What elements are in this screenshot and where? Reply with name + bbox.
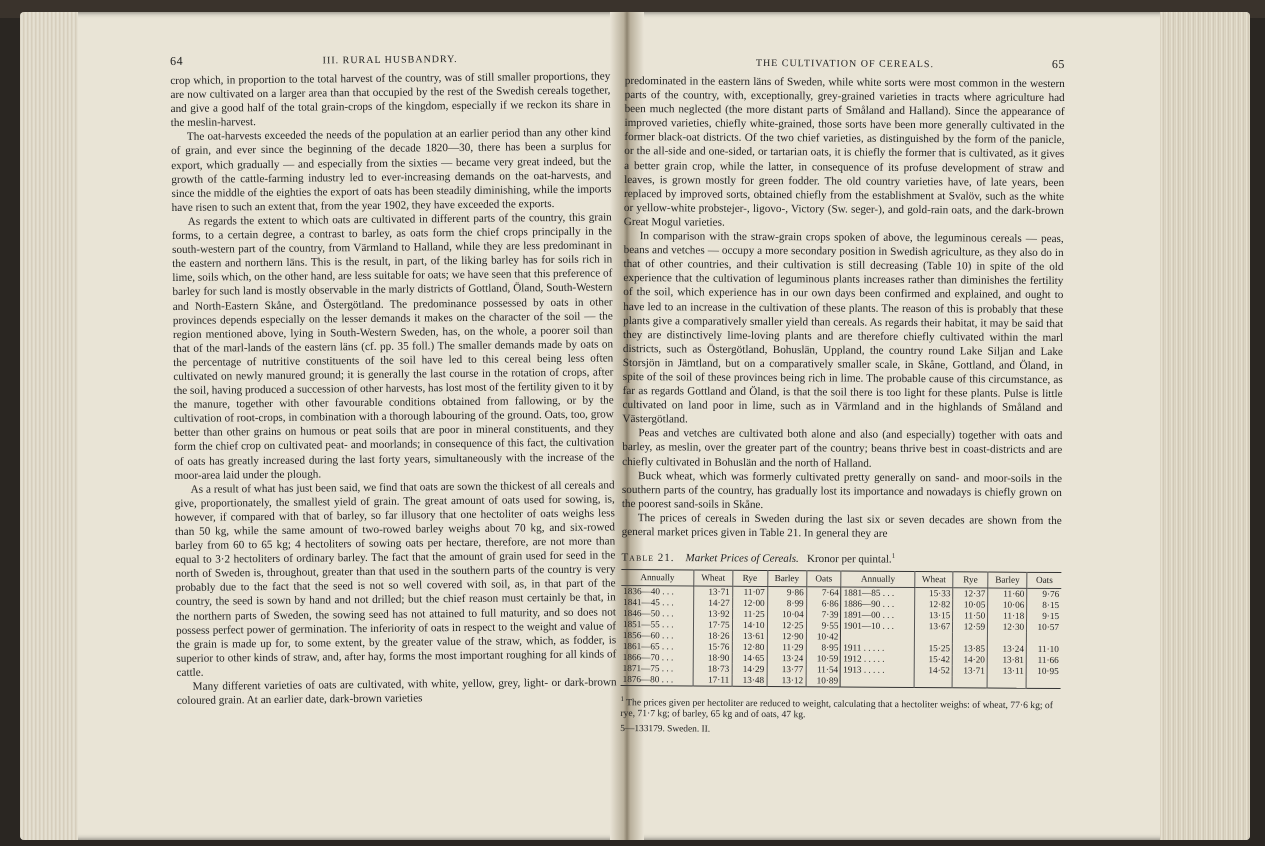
right-page	[620, 52, 1065, 739]
table-cell	[953, 632, 988, 643]
table-title: Market Prices of Cereals.	[685, 552, 799, 565]
table-cell: 10·89	[806, 675, 841, 687]
table-cell: 10·05	[953, 599, 988, 610]
table-cell: 1881—85 . . .	[841, 587, 915, 599]
right-paragraph-4: Buck wheat, which was formerly cultivated pretty generally on sand- and moor-soils in the southern parts of the country, has gradually lost its importance and nowadays is chiefly grown on the poorest sand-soils in Skåne.	[621, 469, 1063, 511]
table-cell: 1856—60 . . .	[622, 629, 674, 641]
table-cell	[1026, 677, 1060, 689]
table-cell: 6·86	[806, 598, 841, 609]
table-cell: 14·27	[694, 597, 732, 608]
table-cell	[914, 676, 952, 688]
table-cell: 1851—55 . . .	[622, 618, 674, 630]
table-cell: 13·85	[953, 643, 988, 654]
table-cell: 14·52	[914, 665, 952, 676]
right-paragraph-2: In comparison with the straw-grain crops spoken of above, the leguminous cereals — peas, beans and vetches — occupy a more secondary position in Swedish agriculture, as they also do in that of other countries, and their cultivation is still decreasing (Table 10) in spite of the old experience that the cultivation of leguminous plants increases rather than diminishes the fertility of the soil, which experience has in our own days been confirmed and explained, and ought to have led to an increase in the cultivation of these plants. The reason of this is probably that these plants give a comparatively smaller yield than cereals. As regards their habitat, it may be said that they are distinctively lime-loving plants and are therefore chiefly cultivated within the marl districts, such as Östergötland, Bohuslän, Uppland, the country round Lake Siljan and Lake Storsjön in Jämtland, but on a comparatively smaller scale, in Skåne, Gottland, and Öland, in spite of the soil of these provinces being rich in lime. The probable cause of this circumstance, as far as regards Gottland and Öland, is that the soil there is too light for these plants. Pulse is little cultivated on land poor in lime, such as in Värmland and in the highlands of Småland and Västergötland.	[622, 230, 1064, 426]
table-cell: 13·11	[987, 665, 1026, 676]
table-cell: 12·90	[767, 631, 806, 642]
book-spread	[20, 12, 1250, 840]
column-header: Barley	[988, 572, 1027, 588]
column-header: Wheat	[915, 571, 953, 587]
table-cell	[952, 676, 987, 688]
table-cell: 9·15	[1027, 611, 1061, 622]
table-cell: 17·75	[694, 619, 732, 630]
right-paragraph-5: The prices of cereals in Sweden during the last six or seven decades are shown from the general market prices given in Table 21. In general they are	[621, 512, 1062, 540]
table-cell: 13·92	[694, 608, 732, 619]
left-paragraph-2: The oat-harvests exceeded the needs of the population at an earlier period than any other kind of grain, and ever since the beginning of the decade 1820—30, there has been a surplus for export, which gradually — and especially from the sixties — became very great indeed, but the growth of the cattle-farming industry led to ever-increasing demands on the oat-harvests, and since the middle of the eighties the export of oats has been steadily diminishing, while the imports have risen to such an extent that, from the year 1902, they have exceeded the exports.	[170, 126, 612, 214]
table-cell: 11·54	[806, 664, 841, 675]
left-page-header	[170, 47, 610, 74]
table-cell: 11·07	[732, 586, 767, 598]
table-cell: 8·15	[1027, 600, 1061, 611]
table-cell: 18·90	[693, 652, 731, 663]
column-header: Wheat	[694, 570, 732, 586]
column-header: Oats	[806, 571, 841, 587]
table-cell: 15·42	[914, 654, 952, 665]
footnote-text: The prices given per hectoliter are reduced to weight, calculating that a hectoliter weighs: of wheat, 77·6 kg; of rye, 71·7 kg; of barley, 65 kg and of oats, 47 kg.	[620, 697, 1053, 721]
table-cell: 15·33	[915, 587, 953, 599]
table-cell: 1871—75 . . .	[622, 662, 674, 674]
table-cell: 10·59	[806, 653, 841, 664]
table-label: Table 21.	[621, 551, 675, 565]
table-cell: 14·10	[732, 620, 767, 631]
table-cell: 12·30	[988, 621, 1027, 632]
left-page-number: 64	[170, 53, 184, 68]
table-cell: 10·42	[806, 631, 841, 642]
table-cell: 1912 . . . . .	[841, 653, 914, 665]
table-cell: 1901—10 . . .	[841, 620, 914, 632]
right-page-edges	[1160, 12, 1250, 840]
table-cell: 18·73	[693, 663, 731, 674]
table-cell: 13·48	[732, 675, 767, 687]
table-cell: 18·26	[694, 630, 732, 641]
table-cell: 9·55	[806, 620, 841, 631]
table-cell	[914, 632, 952, 643]
table-cell: 12·59	[953, 621, 988, 632]
column-header: Rye	[953, 572, 988, 588]
table-cell: 10·06	[988, 599, 1027, 610]
table-cell: 11·66	[1026, 655, 1060, 666]
table-cell: 12·82	[915, 599, 953, 610]
column-header: Annually	[841, 571, 915, 588]
table-cell: 13·81	[987, 654, 1026, 665]
table-cell: 13·15	[914, 610, 952, 621]
footnote-marker: 1	[620, 694, 625, 703]
table-cell	[1027, 633, 1061, 644]
table-cell: 13·24	[767, 653, 806, 664]
table-cell: 10·04	[767, 609, 806, 620]
left-running-title: III. RURAL HUSBANDRY.	[322, 53, 458, 67]
left-page-edges	[20, 12, 78, 840]
table-cell: 7·39	[806, 609, 841, 620]
column-header: Barley	[767, 570, 806, 586]
table-cell: 7·64	[806, 587, 841, 599]
table-cell: 1911 . . . . .	[841, 642, 914, 654]
left-paragraph-1: crop which, in proportion to the total harvest of the country, was of still smaller proportions, they are now cultivated on a larger area than that occupied by the rest of the Swedish cereals together, and give a good half of the total grain-crops of the kingdom, especially if we reckon its share in the meslin-harvest.	[170, 70, 611, 130]
table-cell: 1861—65 . . .	[622, 640, 674, 652]
table-cell: 13·71	[952, 665, 987, 676]
right-running-title: THE CULTIVATION OF CEREALS.	[755, 57, 935, 71]
table-cell: 1886—90 . . .	[841, 598, 914, 610]
table-unit: Kronor per quintal.	[807, 553, 892, 566]
price-table-section	[621, 547, 1062, 689]
table-cell: 9·86	[767, 586, 806, 598]
table-cell: 12·80	[732, 642, 767, 653]
table-cell: 11·50	[953, 610, 988, 621]
table-cell: 13·24	[987, 643, 1026, 654]
table-cell	[841, 631, 914, 643]
left-paragraph-5: Many different varieties of oats are cultivated, with white, yellow, grey, light- or dark-brown coloured grain. At an earlier date, dark-brown varieties	[176, 676, 617, 708]
right-page-number: 65	[1051, 56, 1065, 72]
table-cell: 14·20	[952, 654, 987, 665]
table-cell: 10·95	[1026, 666, 1060, 677]
table-cell: 1866—70 . . .	[622, 651, 674, 663]
table-cell: 15·76	[694, 641, 732, 652]
table-cell: 1841—45 . . .	[623, 596, 674, 608]
table-cell: 13·77	[767, 664, 806, 675]
table-cell: 1876—80 . . .	[622, 673, 674, 685]
table-cell: 15·25	[914, 643, 952, 654]
table-cell: 1836—40 . . .	[623, 585, 674, 597]
right-page-header	[625, 52, 1065, 77]
table-cell: 13·61	[732, 631, 767, 642]
table-cell: 17·11	[693, 674, 731, 686]
footnote	[620, 694, 1060, 723]
column-header: Rye	[732, 570, 767, 586]
table-cell: 11·18	[988, 610, 1027, 621]
table-caption	[621, 547, 1061, 568]
table-cell: 8·99	[767, 598, 806, 609]
table-cell: 13·12	[767, 675, 806, 687]
left-page	[170, 47, 617, 708]
table-cell: 9·76	[1027, 588, 1061, 600]
table-cell: 10·57	[1027, 622, 1061, 633]
table-cell: 13·67	[914, 621, 952, 632]
table-cell: 11·29	[767, 642, 806, 653]
table-cell	[987, 676, 1026, 688]
table-cell: 13·71	[694, 586, 732, 598]
table-cell: 1846—50 . . .	[623, 607, 674, 619]
table-cell: 11·25	[732, 609, 767, 620]
table-cell: 1913 . . . . .	[841, 664, 914, 676]
printer-mark: 5—133179. Sweden. II.	[620, 723, 711, 735]
table-footnote-marker: 1	[891, 551, 896, 560]
table-cell: 11·60	[988, 588, 1027, 600]
column-header: Annually	[621, 569, 694, 586]
table-cell: 11·10	[1026, 644, 1060, 655]
table-cell	[988, 632, 1027, 643]
table-cell: 12·37	[953, 588, 988, 600]
table-cell: 12·25	[767, 620, 806, 631]
table-cell: 14·29	[732, 664, 767, 675]
right-paragraph-1: predominated in the eastern läns of Sweden, while white sorts were most common in the western parts of the country, with, exceptionally, grey-grained varieties in tracts where agriculture had been much neglected (the more distant parts of Småland and Halland). Since the appearance of improved varieties, chiefly white-grained, those sorts have been more generally cultivated in the former black-oat districts. Of the two chief varieties, as distinguished by the form of the panicle, or the all-side and one-sided, or tartarian oats, it is chiefly the former that is cultivated, as it gives a better grain crop, while the latter, in consequence of its profuse development of straw and leaves, is grown mostly for green fodder. The old country varieties have, of late years, been replaced by improved sorts, obtained chiefly from the establishment at Svalöv, such as the white or yellow-white probstejer-, ligovo-, Victory (Sw. seger-), and gold-rain oats, and the dark-brown Great Mogul varieties.	[623, 74, 1065, 229]
left-paragraph-3: As regards the extent to which oats are cultivated in different parts of the country, this grain forms, to a certain degree, a contrast to barley, as oats form the chief crops principally in the south-western part of the country, from Värmland to Halland, while they are less predominant in the eastern and northern läns. This is the result, in part, of the liking barley has for soils rich in lime, soils which, on the other hand, are less suitable for oats; we have seen that this preference of barley for such land is mostly observable in the marly districts of Gottland, Öland, South-Western and North-Eastern Skåne, and Östergötland. The predominance possessed by oats in other provinces depends especially on the lesser demands it makes on the character of the soil — the region mentioned above, lying in South-Western Sweden, has, on the whole, a poorer soil than that of the marl-lands of the eastern läns (cf. pp. 35 foll.) The smaller demands made by oats on the percentage of nutritive constituents of the soil have led to this cereal being less often cultivated on newly manured ground; it is generally the last course in the rotation of crops, after the soil, having produced a succession of other harvests, has lost most of the fertility given to it by the manure, together with other favourable conditions obtained from fallowing, or by the cultivation of root-crops, in combination with a thorough labouring of the ground. Oats, too, grow better than other grains on humous or peat soils that are poor in mineral constituents, and they form the chief crop on cultivated peat- and moorlands; in consequence of this fact, the cultivation of oats has greatly increased during the last forty years, simultaneously with the increase of the moor-area laid under the plough.	[171, 211, 615, 482]
left-paragraph-4: As a result of what has just been said, we find that oats are sown the thickest of all cereals and give, proportionately, the smallest yield of grain. The great amount of oats used for sowing, is, however, if compared with that of barley, so far illusory that one hectoliter of oats weighs less than 50 kg, while the same amount of two-rowed barley weighs about 70 kg, and six-rowed barley from 60 to 65 kg; 4 hectoliters of sowing oats per hectare, therefore, are not more than equal to 3·2 hectoliters of ordinary barley. The fact that the amount of grain used for seed in the north of Sweden is, throughout, greater than that used in the southern parts of the country is very probably due to the fact that the seed is not so well covered with soil, as, in that part of the country, the seed is sown by hand and not drilled; but the chief reason must certainly be that, in the northern parts of Sweden, the sowing seed has not attained to full maturity, and so does not possess perfect power of germination. The inferiority of oats in respect to the weight and value of the grain is made up for, to some extent, by the greater value of the straw, which, as fodder, is superior to other kinds of straw, and, after hay, forms the most important roughing for all kinds of cattle.	[174, 479, 617, 679]
table-cell: 1891—00 . . .	[841, 609, 914, 621]
table-cell: 14·65	[732, 653, 767, 664]
table-body	[621, 585, 1062, 688]
market-prices-table	[621, 569, 1062, 689]
table-cell: 12·00	[732, 598, 767, 609]
table-cell: 8·95	[806, 642, 841, 653]
table-row	[621, 674, 1061, 689]
column-header: Oats	[1027, 572, 1061, 588]
table-cell	[841, 675, 915, 687]
right-paragraph-3: Peas and vetches are cultivated both alone and also (and especially) together with oats and barley, as meslin, over the greater part of the country; beans thrive best in coast-districts and are chiefly cultivated in Bohuslän and the north of Halland.	[622, 427, 1063, 470]
